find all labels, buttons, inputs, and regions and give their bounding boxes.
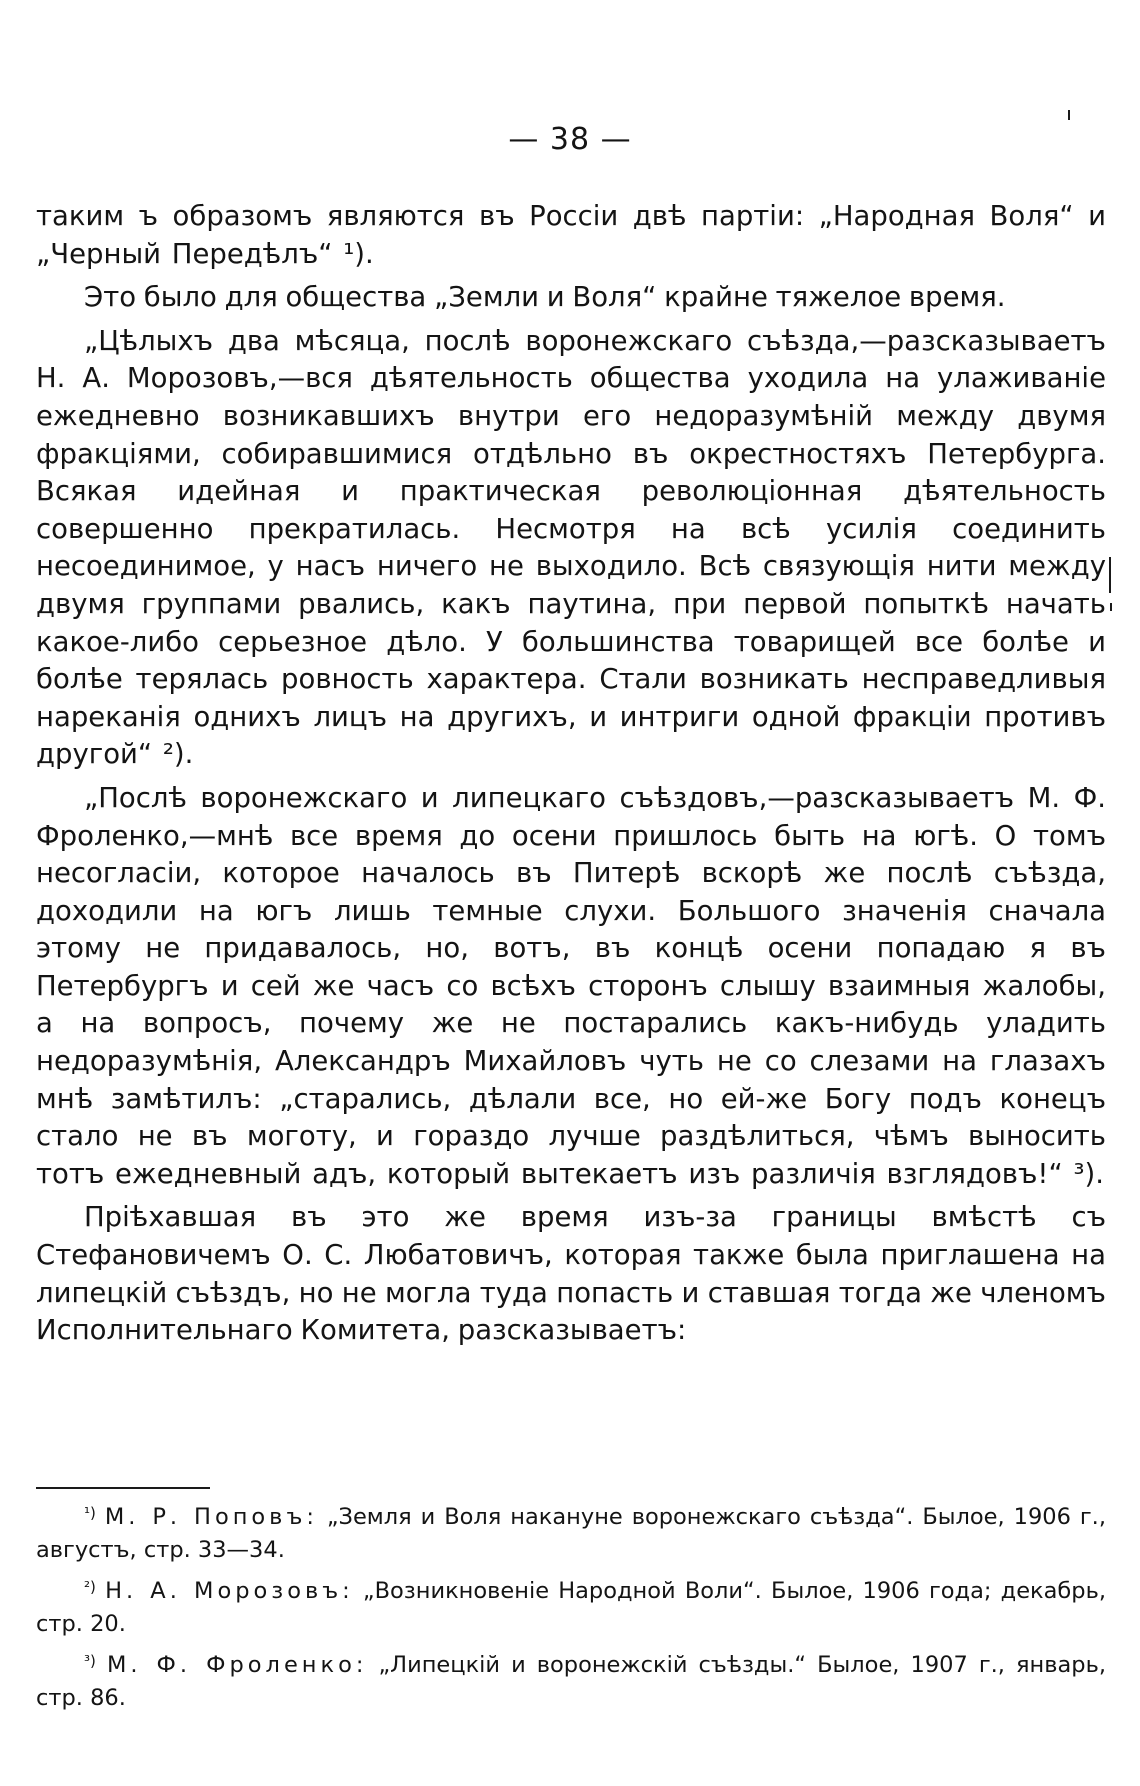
footnotes — [36, 1497, 1106, 1719]
paragraph-2: Это было для общества „Земли и Воля“ крайне тяжелое время. — [84, 281, 1006, 314]
footnote-author: М. Р. Поповъ: — [104, 1504, 318, 1530]
paragraph-3: „Цѣлыхъ два мѣсяца, послѣ воронежскаго съѣзда,—разсказываетъ Н. А. Морозовъ,—вся дѣятельность общества уходила на улаживаніе ежедневно возникавшихъ внутри его недоразумѣній между двумя фракціями, собиравшимися отдѣльно въ окрестностяхъ Петербурга. Всякая идейная и практическая революціонная дѣятельность совершенно прекратилась. Несмотря на всѣ усилія соединить несоединимое, у насъ ничего не выходило. Всѣ связующія нити между двумя группами рвались, какъ паутина, при первой попыткѣ начать какое-либо серьезное дѣло. У большинства товарищей все болѣе и болѣе терялась ровность характера. Стали возникать несправедливыя нареканія однихъ лицъ на другихъ, и интриги одной фракціи противъ другой“ ²). — [36, 324, 1106, 771]
footnote-rule — [36, 1487, 210, 1489]
paragraph-5: Пріѣхавшая въ это же время изъ-за границы вмѣстѣ съ Стефановичемъ О. С. Любатовичъ, которая также была приглашена на липецкій съѣздъ, но не могла туда попасть и ставшая тогда же членомъ Исполнительнаго Комитета, разсказываетъ: — [36, 1201, 1106, 1347]
footnote-marker: ²) — [84, 1578, 96, 1596]
paragraph-4: „Послѣ воронежскаго и липецкаго съѣздовъ,—разсказываетъ М. Ф. Фроленко,—мнѣ все время до осени пришлось быть на югѣ. О томъ несогласіи, которое началось въ Питерѣ вскорѣ же послѣ съѣзда, доходили на югъ лишь темные слухи. Большого значенія сначала этому не придавалось, но, вотъ, въ концѣ осени попадаю я въ Петербургъ и сей же часъ со всѣхъ сторонъ слышу взаимныя жалобы, а на вопросъ, почему же не постарались какъ-нибудь уладить недоразумѣнія, Александръ Михайловъ чуть не со слезами на глазахъ мнѣ замѣтилъ: „старались, дѣлали все, но ей-же Богу подъ конецъ стало не въ моготу, и гораздо лучше раздѣлиться, чѣмъ выносить тотъ ежедневный адъ, который вытекаетъ изъ различія взглядовъ!“ ³). — [36, 781, 1106, 1190]
page-number: — 38 — — [508, 122, 632, 157]
margin-mark-top — [1068, 110, 1070, 120]
footnote-text: „Липецкій и воронежскій съѣзды.“ Былое, 1907 г., январь, стр. 86. — [36, 1652, 1106, 1711]
footnote-text: „Возникновеніе Народной Воли“. Былое, 1906 года; декабрь, стр. 20. — [36, 1578, 1107, 1637]
footnote-3 — [36, 1645, 1106, 1715]
footnote-author: М. Ф. Фроленко: — [106, 1652, 368, 1678]
footnote-marker: ³) — [84, 1652, 96, 1670]
footnote-1 — [36, 1497, 1106, 1567]
margin-mark-side — [1109, 557, 1111, 593]
footnote-author: Н. А. Морозовъ: — [105, 1578, 354, 1604]
paragraph-1: таким ъ образомъ являются въ Россіи двѣ партіи: „Народная Воля“ и „Черный Передѣлъ“ ¹). — [36, 200, 1106, 270]
body-text — [36, 198, 1106, 1350]
margin-mark-side-2 — [1110, 603, 1112, 611]
footnote-text: „Земля и Воля накануне воронежскаго съѣзда“. Былое, 1906 г., августъ, стр. 33—34. — [36, 1504, 1106, 1563]
footnote-2 — [36, 1571, 1106, 1641]
footnote-marker: ¹) — [84, 1504, 96, 1522]
